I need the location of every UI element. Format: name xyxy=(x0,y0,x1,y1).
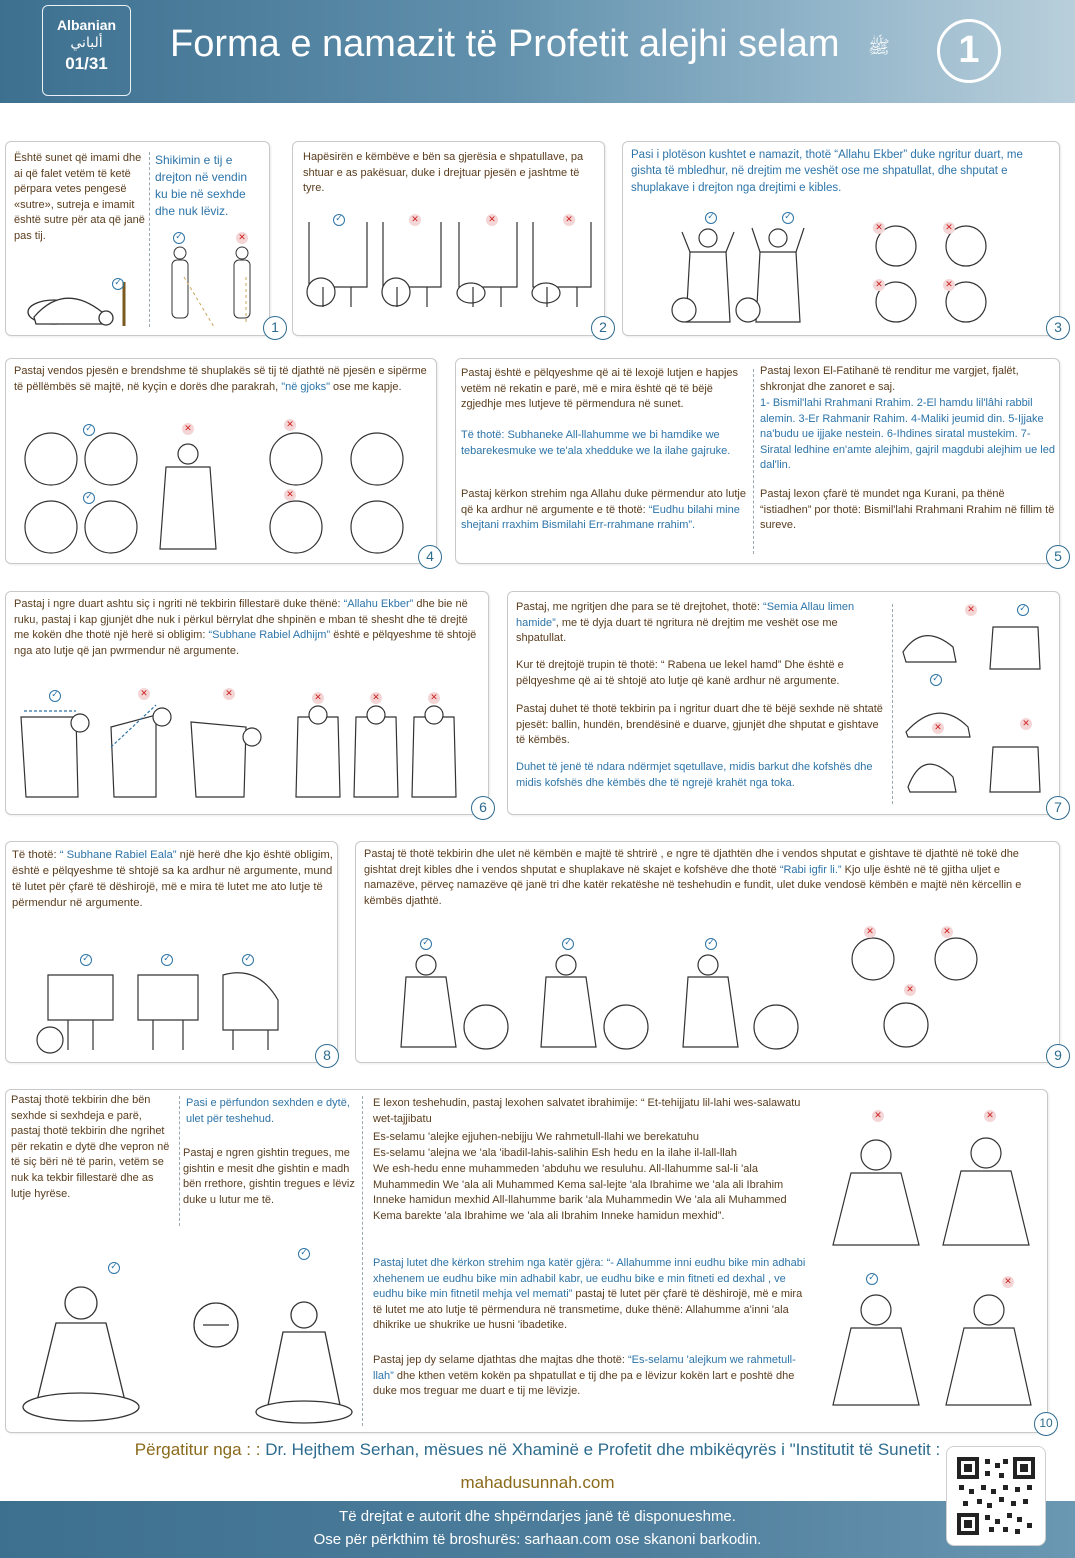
panel-1-text-a: Është sunet që imami dhe ai që falet vetëm të ketë përpara vetes pengesë «sutre», sutreja e imamit është sutre për ata që janë pas tij. xyxy=(14,152,145,243)
x-circle-icon: ✕ xyxy=(182,423,194,435)
panel-5-left-c-blue: “Eudhu bilahi mine shejtani rraxhim Bismilahi Err-rrahmane rrahim”. xyxy=(461,503,740,532)
check-circle-icon: ✓ xyxy=(112,278,124,290)
panel-8-text xyxy=(12,847,334,911)
check-circle-icon: ✓ xyxy=(80,954,92,966)
panel-7-text-b: Kur të drejtojë trupin të thotë: “ Rabena ue lekel hamd” Dhe është e pëlqyeshme që ai të shtojë ato lutje që kanë ardhur në argumente. xyxy=(516,659,844,687)
panel-8 xyxy=(5,841,338,1063)
panel-6-text xyxy=(14,597,484,659)
panel-7-text-d: Duhet të jenë të ndara ndërmjet sqetullave, midis barkut dhe kofshës dhe midis kofshës dhe këmbës dhe të ngrejë krahët nga toka. xyxy=(516,761,873,789)
panel-5-right-c: Pastaj lexon çfarë të mundet nga Kurani, pa thënë “istiadhen” por thotë: Bismil'lahi Rrahmani Rrahim në fillim të sureve. xyxy=(760,488,1055,532)
x-circle-icon: ✕ xyxy=(138,688,150,700)
panel-4 xyxy=(5,358,437,564)
qr-code-pattern xyxy=(957,1457,1035,1535)
panel-10-col3-a: E lexon teshehudin, pastaj lexohen salvatet ibrahimije: “ Et-tehijjatu lil-lahi wes-salawatu wet-tajjibatu xyxy=(373,1097,801,1125)
salam-figures xyxy=(831,1125,1036,1425)
credit-prefix: Përgatitur nga : : xyxy=(134,1440,266,1459)
header-banner xyxy=(0,0,1075,103)
website-link[interactable]: mahadusunnah.com xyxy=(460,1473,615,1492)
panel-7 xyxy=(507,591,1060,815)
check-circle-icon: ✓ xyxy=(333,214,345,226)
x-circle-icon: ✕ xyxy=(428,692,440,704)
sitting-figures xyxy=(396,947,816,1057)
panel-9 xyxy=(355,841,1060,1063)
x-circle-icon: ✕ xyxy=(904,984,916,996)
panel-divider xyxy=(149,152,150,327)
panel-10-col2: Pastaj e ngren gishtin tregues, me gishtin e mesit dhe gishtin e madh bën rrethore, gishtin tregues e lëviz duke u lutur me të. xyxy=(183,1147,355,1206)
panel-7-a-blue: “Semia Allau limen hamide” xyxy=(516,601,855,629)
language-badge xyxy=(42,5,131,96)
panel-10-col2-blue: Pasi e përfundon sexhden e dytë, ulet për teshehud. xyxy=(186,1097,350,1125)
panel-4-text-blue: "në gjoks" xyxy=(281,380,330,393)
check-circle-icon: ✓ xyxy=(298,1248,310,1260)
footer-banner xyxy=(0,1501,1075,1558)
panel-2-text: Hapësirën e këmbëve e bën sa gjerësia e shpatullave, pa shtuar e as pakësuar, duke i drejtuar pjesën e jashtme të tyre. xyxy=(303,151,584,195)
x-circle-icon: ✕ xyxy=(223,688,235,700)
check-circle-icon: ✓ xyxy=(420,938,432,950)
x-circle-icon: ✕ xyxy=(370,692,382,704)
x-circle-icon: ✕ xyxy=(284,489,296,501)
panel-5 xyxy=(455,358,1060,564)
panel-4-text-end: ose me kapje. xyxy=(329,380,402,393)
check-circle-icon: ✓ xyxy=(83,492,95,504)
step-badge: 10 xyxy=(1034,1412,1058,1436)
check-circle-icon: ✓ xyxy=(562,938,574,950)
x-circle-icon: ✕ xyxy=(932,722,944,734)
x-circle-icon: ✕ xyxy=(864,926,876,938)
page-indicator: 01/31 xyxy=(65,54,108,73)
x-circle-icon: ✕ xyxy=(563,214,575,226)
panel-2 xyxy=(292,141,605,336)
panel-divider xyxy=(753,369,754,554)
panel-1 xyxy=(5,141,279,336)
qr-code-icon[interactable] xyxy=(946,1446,1046,1546)
check-circle-icon: ✓ xyxy=(930,674,942,686)
panel-5-left-a: Pastaj është e pëlqyeshme që ai të lexojë lutjen e hapjes vetëm në rekatin e parë, më e mira është që të bëjë zgjedhje mes lutjeve të përmendura në sunet. xyxy=(461,367,739,411)
x-circle-icon: ✕ xyxy=(1020,718,1032,730)
check-circle-icon: ✓ xyxy=(173,232,185,244)
panel-5-right-b: 1- Bismil'lahi Rrahmani Rrahim. 2-El hamdu lil'lâhi rabbil alemin. 3-Er Rahmanir Rahim. 4-Maliki jeumid din. 5-Ijjake na'budu ue ijjake nestein. 6-Ihdines siratal mustekim. 7-Siratal ledhine en'amte alejhim, gajril magdubi alejhim ue led dal'lin. xyxy=(760,397,1055,472)
honorific-glyph: ﷺ xyxy=(868,37,890,58)
panel-1-text-b: Shikimin e tij e drejton në vendin ku bie në sexhde dhe nuk lëviz. xyxy=(155,153,248,219)
step-badge: 4 xyxy=(418,545,442,569)
panel-7-text-a xyxy=(516,600,884,647)
step-badge: 1 xyxy=(263,316,287,340)
check-circle-icon: ✓ xyxy=(705,938,717,950)
check-circle-icon: ✓ xyxy=(782,212,794,224)
panel-5-left-c xyxy=(461,487,746,534)
prostration-figure xyxy=(24,262,134,330)
panel-4-text-start: Pastaj vendos pjesën e brendshme të shuplakës së tij të djathtë në pjesën e sipërme të pëllëmbës së majtë, në kyçin e dorës dhe parakrah, xyxy=(14,365,427,393)
credit-line xyxy=(0,1440,1075,1460)
panel-5-right-a: Pastaj lexon El-Fatihanë të renditur me vargjet, fjalët, shkronjat dhe zanoret e saj. xyxy=(760,365,1019,393)
panel-6-text-1-blue: “Allahu Ekber” xyxy=(343,598,414,610)
check-circle-icon: ✓ xyxy=(1017,604,1029,616)
x-circle-icon: ✕ xyxy=(943,222,955,234)
x-circle-icon: ✕ xyxy=(965,604,977,616)
sujood-figures xyxy=(898,607,1053,807)
x-circle-icon: ✕ xyxy=(941,926,953,938)
hand-placement-figures xyxy=(21,429,431,559)
panel-10-col3-e xyxy=(373,1256,813,1334)
panel-10-col3-c: Es-selamu 'alejna we 'ala 'ibadil-lahis-salihin Esh hedu en la ilahe il-lall-llah xyxy=(373,1147,737,1159)
panel-10-col3-d: We esh-hedu enne muhammeden 'abduhu we resuluhu. All-llahumme sal-li 'ala Muhammedin We 'ala ali Muhammed Kema sal-lejte 'ala Ibrahime we 'ala ali Ibrahim Inneke hamidun mexhid All-llahumme barik 'ala Muhammedin We 'ala ali Muhammed Kema barekte 'ala Ibrahime we 'ala ali Ibrahim Inneke hamidun mexhid”. xyxy=(373,1163,787,1222)
finger-pointing-figure xyxy=(191,1300,356,1425)
panel-10-col3-f: pastaj të lutet për çfarë të dëshirojë, më e mira të lutet me ato lutje të përmendura në transmetime, duke thënë: Allahumme a'inni 'ala dhikrike ue shukrike ue husni 'ibadetike. xyxy=(373,1288,803,1332)
credit-author: Dr. Hejthem Serhan, mësues në Xhaminë e Profetit dhe mbikëqyrës i "Institutit të Sunetit : xyxy=(265,1440,941,1459)
panel-9-a: Pastaj të thotë tekbirin dhe ulet në këmbën e majtë të shtrirë , e ngre të djathtën dhe i vendos shputat e gishtave të djathtë në tokë dhe gishtat drejt kibles dhe i vendos shputat e shuplakave në skajet e kofshëve dhe thotë xyxy=(364,848,1019,876)
tashahhud-figure xyxy=(16,1275,146,1425)
x-circle-icon: ✕ xyxy=(873,222,885,234)
sheet-number: 1 xyxy=(937,19,1001,83)
panel-7-a: Pastaj, me ngritjen dhe para se të drejtohet, thotë: xyxy=(516,601,764,613)
panel-10-col3-g-blue: “Es-selamu 'alejkum we rahmetull-llah” xyxy=(373,1354,796,1382)
panel-divider xyxy=(892,604,893,804)
panel-3-text: Pasi i plotëson kushtet e namazit, thotë “Allahu Ekber” duke ngritur duart, me gishta të mbledhur, në drejtim me veshët ose me shpatullat, dhe shputat e shuplakave i drejton nga drejtimi e kibles. xyxy=(631,149,1023,194)
x-circle-icon: ✕ xyxy=(284,419,296,431)
panel-9-a-blue: “Rabi igfir li.” xyxy=(779,863,842,876)
page-title: Forma e namazit të Profetit alejhi selam xyxy=(170,23,840,65)
x-circle-icon: ✕ xyxy=(1002,1276,1014,1288)
check-circle-icon: ✓ xyxy=(242,954,254,966)
x-circle-icon: ✕ xyxy=(409,214,421,226)
wrong-sitting-figures xyxy=(851,937,986,1052)
x-circle-icon: ✕ xyxy=(873,279,885,291)
panel-6-text-2-blue: “Subhane Rabiel Adhijm” xyxy=(208,629,331,642)
check-circle-icon: ✓ xyxy=(705,212,717,224)
x-circle-icon: ✕ xyxy=(943,279,955,291)
panel-4-text xyxy=(14,364,432,395)
panel-9-b: Kjo ulje është në të gjitha uljet e namazëve, përveç namazëve që janë tri dhe katër rekatëshe në teshehudin e fundit, ulet duke vendosë këmbën e majtë nën kërcellin e këmbës djathtë. xyxy=(364,863,1022,907)
panel-6-text-2: dhe bie në ruku, pastaj i kap gjunjët dhe nuk i përkul bërrylat dhe shpinën e mban të shesht dhe të drejtë me kokën dhe thotë një herë si obligim: xyxy=(14,598,468,642)
panel-10-col3-b: Es-selamu 'alejke ejjuhen-nebijju We rahmetull-llahi we berekatuhu xyxy=(373,1131,699,1143)
step-badge: 5 xyxy=(1046,545,1070,569)
check-circle-icon: ✓ xyxy=(83,424,95,436)
panel-7-a-end: , me të dyja duart të ngritura në drejtim me veshët ose me shpatullat. xyxy=(516,616,838,645)
panel-3 xyxy=(622,141,1060,336)
sujood-back-figures xyxy=(28,970,288,1055)
footer-line-1: Të drejtat e autorit dhe shpërndarjes janë të disponueshme. xyxy=(339,1508,736,1525)
x-circle-icon: ✕ xyxy=(236,232,248,244)
wrong-takbir-figures xyxy=(868,222,998,327)
takbir-figures xyxy=(668,222,818,327)
panel-6 xyxy=(5,591,489,815)
check-circle-icon: ✓ xyxy=(161,954,173,966)
panel-10-col3-g-text: Pastaj jep dy selame djathtas dhe majtas dhe thotë: xyxy=(373,1354,628,1366)
check-circle-icon: ✓ xyxy=(108,1262,120,1274)
step-badge: 3 xyxy=(1046,316,1070,340)
x-circle-icon: ✕ xyxy=(486,214,498,226)
standing-figures xyxy=(156,237,266,332)
language-native: ألباني xyxy=(70,35,103,51)
panel-6-text-3: është e pëlqyeshme të shtojë nga ato lutje që jan pwrmendur në argumente. xyxy=(14,629,477,657)
x-circle-icon: ✕ xyxy=(872,1110,884,1122)
x-circle-icon: ✕ xyxy=(312,692,324,704)
panel-8-b: një herë dhe kjo është obligim, është e pëlqyeshme të shtojë sa ka ardhur në argumente, mund të lutet për çfarë të dëshirojë, më e mira të lutet me ato lutje të përmendur në argumente. xyxy=(12,849,333,910)
step-badge: 6 xyxy=(471,796,495,820)
check-circle-icon: ✓ xyxy=(49,690,61,702)
panel-8-a-blue: “ Subhane Rabiel Eala” xyxy=(59,849,177,861)
step-badge: 8 xyxy=(315,1044,339,1068)
check-circle-icon: ✓ xyxy=(866,1273,878,1285)
panel-9-text xyxy=(364,847,1054,909)
panel-8-a: Të thotë: xyxy=(12,849,60,861)
ruku-figures xyxy=(16,697,476,807)
feet-stance-figures xyxy=(301,217,596,322)
step-badge: 2 xyxy=(591,316,615,340)
panel-10 xyxy=(5,1089,1053,1433)
panel-divider xyxy=(362,1096,363,1426)
footer-line-2: Ose për përkthim të broshurës: sarhaan.com ose skanoni barkodin. xyxy=(313,1531,762,1548)
step-badge: 9 xyxy=(1046,1044,1070,1068)
language-name: Albanian xyxy=(56,17,117,33)
panel-7-text-c: Pastaj duhet të thotë tekbirin pa i ngritur duart dhe të bëjë sexhde në shtatë pjesët: ballin, hundën, brendësinë e duarve, gjunjët dhe shputat e gishtave të këmbës. xyxy=(516,703,883,747)
panel-10-col1: Pastaj thotë tekbirin dhe bën sexhde si sexhdeja e parë, pastaj thotë tekbirin dhe ngrihet për rekatin e dytë dhe vepron në të siç bëri në të parin, vetëm se nuk ka tekbir fillestarë dhe as lutje hyrëse. xyxy=(11,1094,170,1200)
panel-10-col3-h: dhe kthen vetëm kokën pa shpatullat e tij dhe pa e lëvizur kokën lart e poshtë dhe duke mos treguar me duart e tij me lëvizje. xyxy=(373,1369,795,1398)
panel-10-col3-g xyxy=(373,1353,813,1400)
x-circle-icon: ✕ xyxy=(984,1110,996,1122)
step-badge: 7 xyxy=(1046,796,1070,820)
panel-5-left-c-text: Pastaj kërkon strehim nga Allahu duke përmendur ato lutje që ka ardhur në argumente e të thotë: xyxy=(461,488,746,516)
panel-10-col3-e-text: Pastaj lutet dhe kërkon strehim nga katër gjëra: “- Allahumme inni eudhu bike min adhabi xhehenem ue eudhu bike min adhabil kabr, ue eudhu bike e min fitneti ed dexhal , ve eudhu bike min fitnetil mehja vel memati” xyxy=(373,1257,806,1301)
panel-6-text-1: Pastaj i ngre duart ashtu siç i ngriti në tekbirin fillestarë duke thënë: xyxy=(14,598,344,610)
panel-5-left-b: Të thotë: Subhaneke All-llahumme we bi hamdike we tebarekesmuke we te'ala xhedduke we la ilahe gajruke. xyxy=(461,429,731,457)
panel-divider xyxy=(179,1096,180,1226)
